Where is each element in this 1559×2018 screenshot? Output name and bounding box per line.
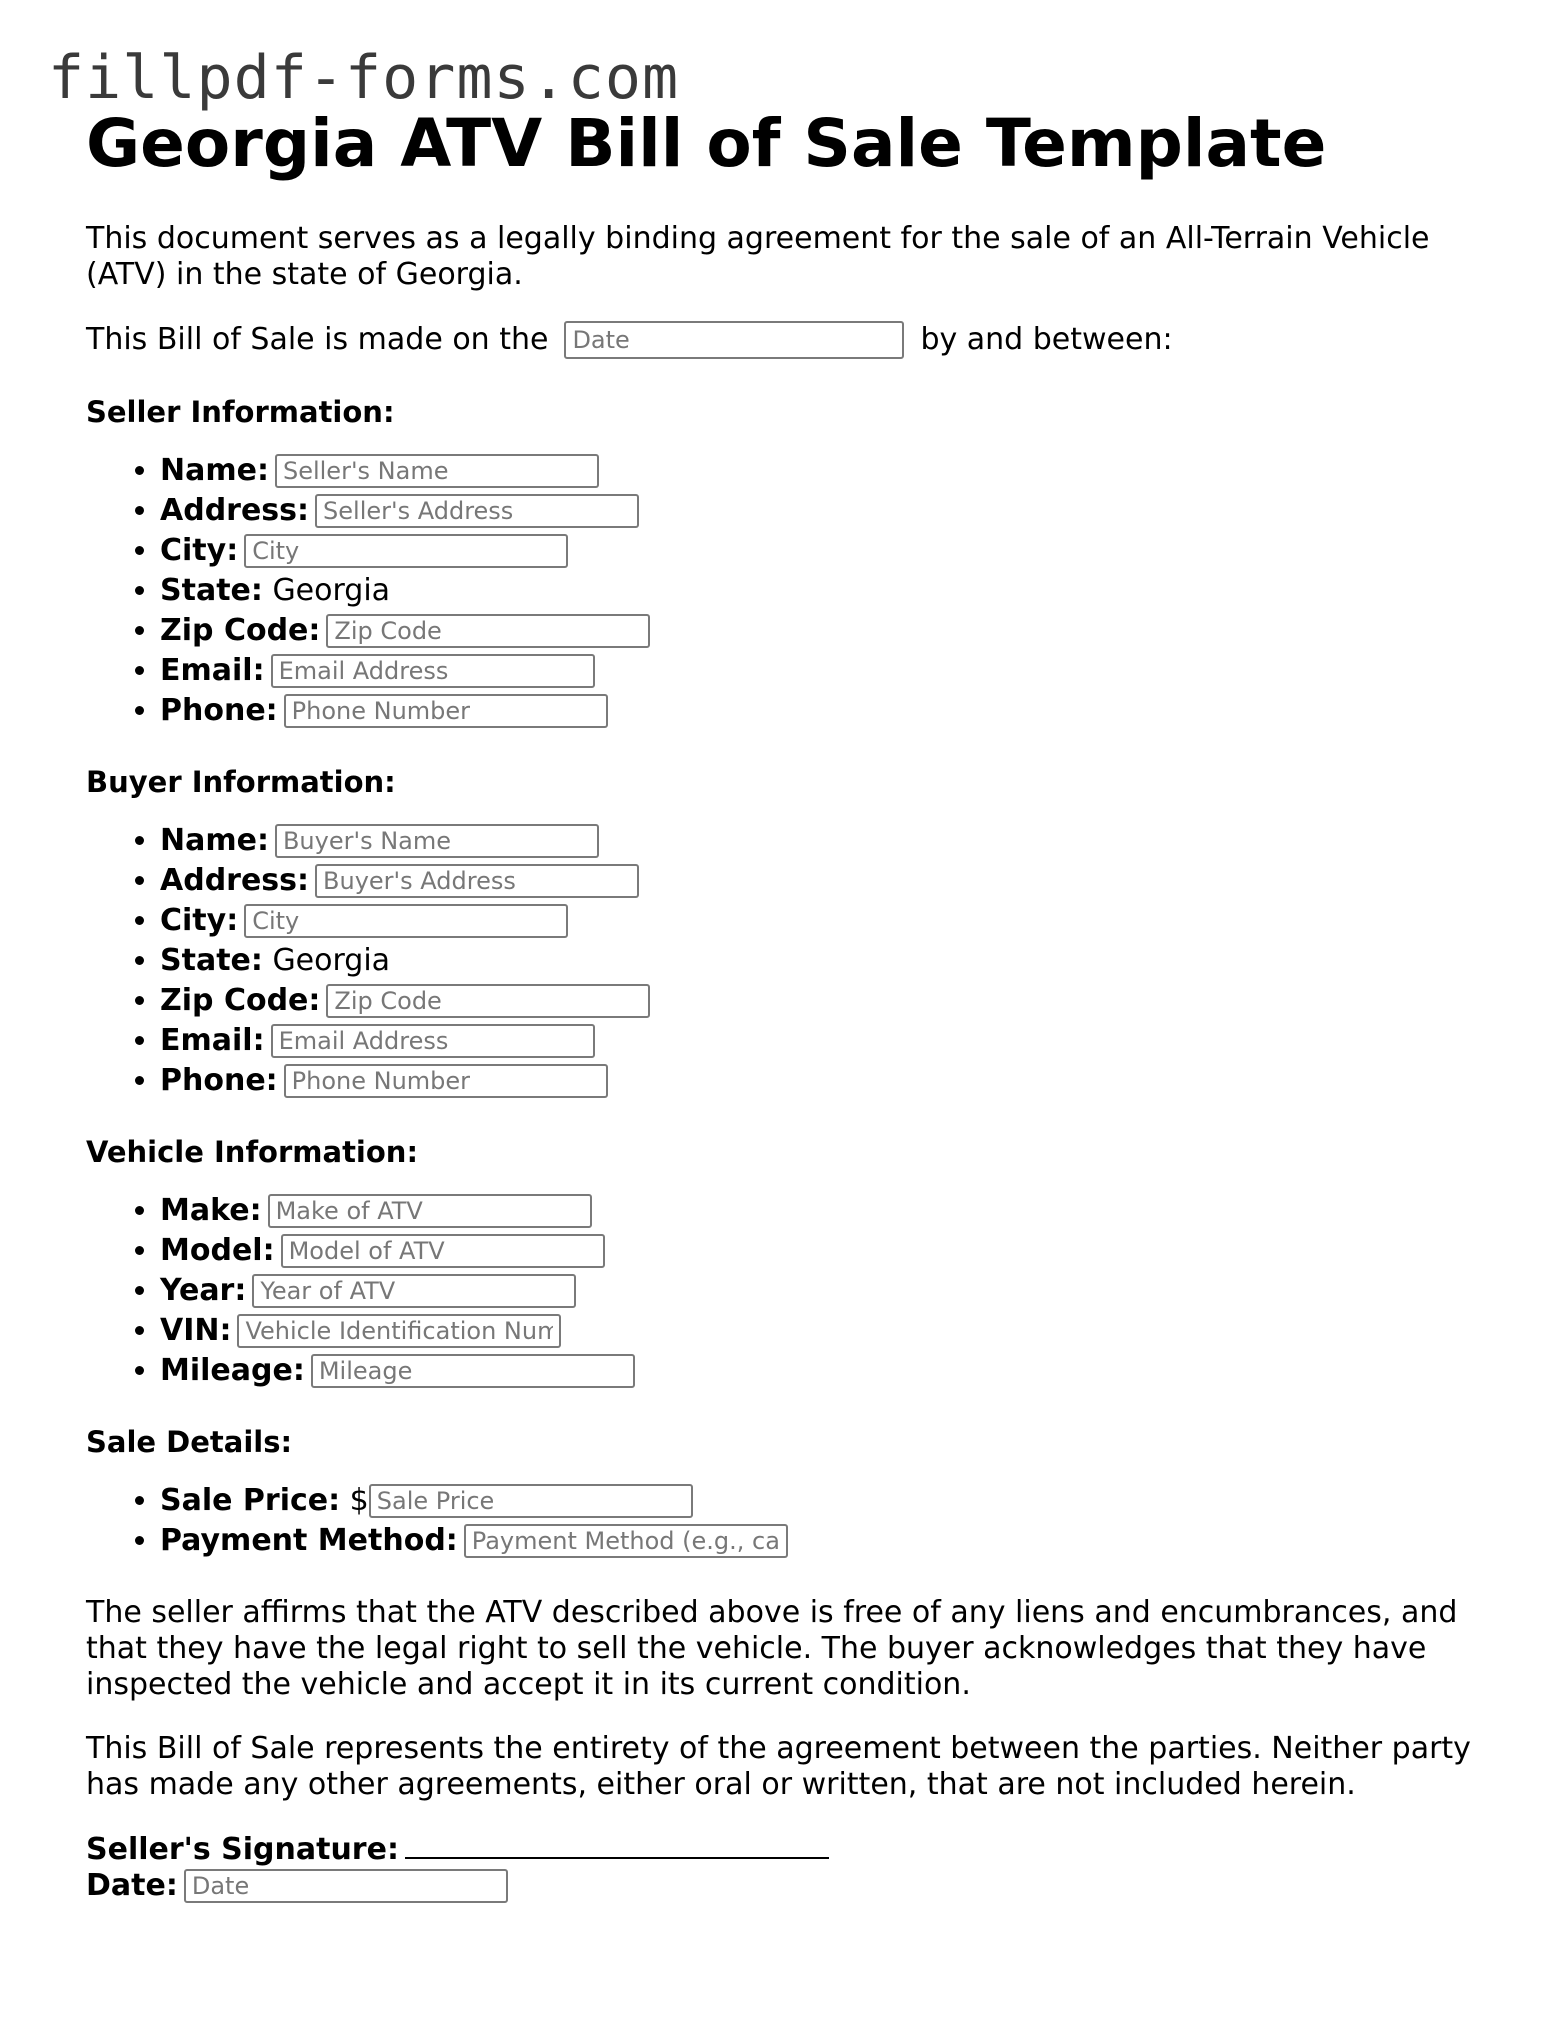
vehicle-make-input[interactable]: [268, 1194, 592, 1228]
seller-zip-label: Zip Code:: [160, 612, 321, 648]
buyer-state-value: Georgia: [272, 942, 391, 978]
entirety-paragraph: This Bill of Sale represents the entirety of the agreement between the parties. Neither party has made any other agreements, either oral or written, that are not included herein.: [86, 1730, 1471, 1802]
list-item: [160, 941, 1486, 981]
list-item: [160, 611, 1486, 651]
vehicle-vin-label: VIN:: [160, 1312, 232, 1348]
buyer-address-input[interactable]: [315, 864, 639, 898]
buyer-city-label: City:: [160, 902, 239, 938]
list-item: [160, 1061, 1486, 1101]
list-item: [160, 691, 1486, 731]
payment-method-input[interactable]: [464, 1524, 788, 1558]
vehicle-model-input[interactable]: [281, 1234, 605, 1268]
buyer-email-label: Email:: [160, 1022, 265, 1058]
vehicle-year-input[interactable]: [252, 1274, 576, 1308]
seller-email-label: Email:: [160, 652, 265, 688]
document-body: [86, 105, 1486, 1904]
made-on-suffix: by and between:: [920, 322, 1173, 358]
vehicle-year-label: Year:: [160, 1272, 247, 1308]
list-item: [160, 901, 1486, 941]
affirmation-paragraph: The seller affirms that the ATV described above is free of any liens and encumbrances, and that they have the legal right to sell the vehicle. The buyer acknowledges that they have inspected the vehicle and accept it in its current condition.: [86, 1594, 1458, 1702]
list-item: [160, 1021, 1486, 1061]
list-item: [160, 1191, 1486, 1231]
seller-list: [86, 451, 1486, 731]
list-item: [160, 651, 1486, 691]
buyer-state-label: State:: [160, 942, 263, 978]
vehicle-mileage-label: Mileage:: [160, 1352, 305, 1388]
signature-date-input[interactable]: [184, 1869, 508, 1903]
seller-name-input[interactable]: [275, 454, 599, 488]
buyer-address-label: Address:: [160, 862, 310, 898]
payment-method-label: Payment Method:: [160, 1522, 458, 1558]
buyer-list: [86, 821, 1486, 1101]
vehicle-vin-input[interactable]: [237, 1314, 561, 1348]
list-item: [160, 1521, 1486, 1561]
sale-date-input[interactable]: [564, 321, 904, 359]
buyer-phone-label: Phone:: [160, 1062, 278, 1098]
list-item: [160, 821, 1486, 861]
list-item: [160, 491, 1486, 531]
made-on-line: [86, 321, 1486, 359]
seller-email-input[interactable]: [271, 654, 595, 688]
seller-city-input[interactable]: [244, 534, 568, 568]
buyer-zip-input[interactable]: [326, 984, 650, 1018]
currency-symbol: $: [349, 1482, 369, 1518]
vehicle-heading: Vehicle Information:: [86, 1134, 419, 1169]
list-item: [160, 1311, 1486, 1351]
buyer-phone-input[interactable]: [284, 1064, 608, 1098]
seller-state-label: State:: [160, 572, 263, 608]
buyer-city-input[interactable]: [244, 904, 568, 938]
list-item: [160, 531, 1486, 571]
seller-address-label: Address:: [160, 492, 310, 528]
vehicle-model-label: Model:: [160, 1232, 275, 1268]
list-item: [160, 1351, 1486, 1391]
buyer-email-input[interactable]: [271, 1024, 595, 1058]
list-item: [160, 981, 1486, 1021]
sale-list: [86, 1481, 1486, 1561]
buyer-name-label: Name:: [160, 822, 269, 858]
list-item: [160, 1481, 1486, 1521]
list-item: [160, 1231, 1486, 1271]
list-item: [160, 451, 1486, 491]
vehicle-make-label: Make:: [160, 1192, 262, 1228]
seller-state-value: Georgia: [272, 572, 391, 608]
seller-phone-input[interactable]: [284, 694, 608, 728]
seller-name-label: Name:: [160, 452, 269, 488]
seller-signature-line: [86, 1831, 1486, 1868]
seller-city-label: City:: [160, 532, 239, 568]
vehicle-list: [86, 1191, 1486, 1391]
seller-zip-input[interactable]: [326, 614, 650, 648]
seller-address-input[interactable]: [315, 494, 639, 528]
buyer-heading: Buyer Information:: [86, 764, 396, 799]
sale-heading: Sale Details:: [86, 1424, 293, 1459]
sale-price-input[interactable]: [369, 1484, 693, 1518]
page-title: Georgia ATV Bill of Sale Template: [86, 105, 1327, 182]
signature-date-label: Date:: [86, 1867, 178, 1903]
buyer-zip-label: Zip Code:: [160, 982, 321, 1018]
list-item: [160, 1271, 1486, 1311]
list-item: [160, 571, 1486, 611]
signature-blank[interactable]: [405, 1831, 829, 1859]
list-item: [160, 861, 1486, 901]
seller-signature-label: Seller's Signature:: [86, 1831, 399, 1867]
seller-phone-label: Phone:: [160, 692, 278, 728]
sale-price-label: Sale Price:: [160, 1482, 341, 1518]
made-on-prefix: This Bill of Sale is made on the: [86, 322, 549, 358]
intro-paragraph: This document serves as a legally binding agreement for the sale of an All-Terrain Vehicle (ATV) in the state of Georgia.: [86, 220, 1430, 292]
buyer-name-input[interactable]: [275, 824, 599, 858]
seller-heading: Seller Information:: [86, 394, 395, 429]
vehicle-mileage-input[interactable]: [311, 1354, 635, 1388]
signature-date-line: [86, 1868, 1486, 1904]
watermark-logo: fillpdf-forms.com: [48, 43, 680, 113]
